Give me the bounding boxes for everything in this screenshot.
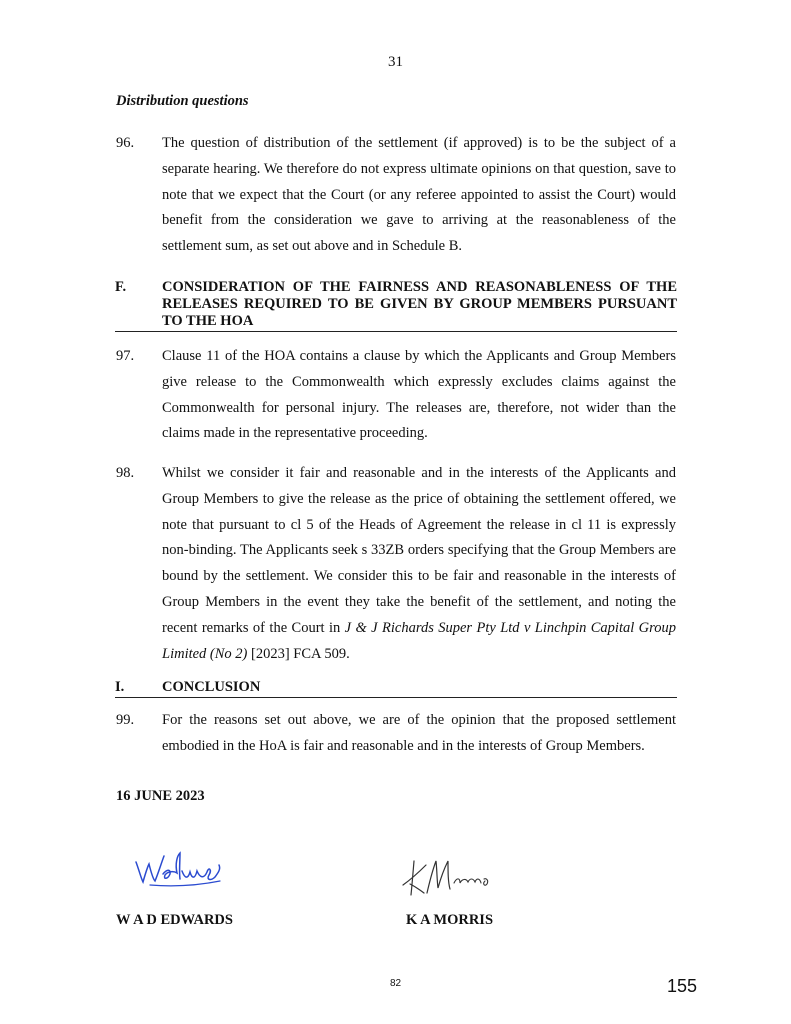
- paragraph-text-before: Whilst we consider it fair and reasonable and in the interests of the Applicants and Group Members to give the release as the price of obtaining the settlement offered, we note that pursuant to cl 5 of the Heads of Agreement the release in cl 11 is expressly non-binding. The Applicants seek s 33ZB orders specifying that the Group Members are bound by the settlement. We consider this to be fair and reasonable in the interests of Group Members in the event they take the benefit of the settlement, and noting the recent remarks of the Court in: [162, 465, 676, 636]
- section-letter: I.: [115, 679, 125, 695]
- section-title: CONCLUSION: [162, 679, 261, 695]
- footer-page-number: 82: [389, 978, 402, 989]
- paragraph-number: 96.: [116, 135, 135, 151]
- paragraph-99: [116, 708, 676, 760]
- document-date: 16 JUNE 2023: [116, 788, 205, 804]
- signatory-name-morris: K A MORRIS: [406, 912, 494, 928]
- section-heading-f: [115, 279, 677, 332]
- signature-edwards-image: [130, 848, 225, 893]
- paragraph-97: [116, 344, 676, 447]
- paragraph-96: [116, 131, 676, 260]
- section-letter: F.: [115, 279, 127, 295]
- paragraph-text-after: [2023] FCA 509.: [247, 645, 350, 662]
- subheading-distribution-questions: Distribution questions: [116, 93, 249, 109]
- signature-morris-image: [400, 855, 495, 900]
- paragraph-number: 98.: [116, 465, 135, 481]
- paragraph-number: 99.: [116, 712, 135, 728]
- paragraph-text: Clause 11 of the HOA contains a clause by which the Applicants and Group Members give release to the Commonwealth which expressly excludes claims against the Commonwealth for personal injury. The releases are, therefore, not wider than the claims made in the representative proceeding.: [162, 348, 676, 442]
- paragraph-98: [116, 461, 676, 667]
- paragraph-text: For the reasons set out above, we are of the opinion that the proposed settlement embodied in the HoA is fair and reasonable and in the interests of Group Members.: [162, 712, 676, 754]
- paragraph-text: The question of distribution of the settlement (if approved) is to be the subject of a separate hearing. We therefore do not express ultimate opinions on that question, save to note that we expect that the Court (or any referee appointed to assist the Court) would benefit from the consideration we gave to arriving at the reasonableness of the settlement sum, as set out above and in Schedule B.: [162, 135, 676, 255]
- bundle-page-number: 155: [667, 976, 698, 996]
- section-title: CONSIDERATION OF THE FAIRNESS AND REASONABLENESS OF THE RELEASES REQUIRED TO BE GIVEN BY GROUP MEMBERS PURSUANT TO THE HOA: [162, 279, 677, 329]
- paragraph-text: [162, 461, 676, 667]
- section-heading-i: [115, 679, 677, 698]
- signatory-name-edwards: W A D EDWARDS: [116, 912, 233, 928]
- paragraph-number: 97.: [116, 348, 135, 364]
- page-number: 31: [388, 54, 403, 70]
- case-citation-name: J & J Richards Super Pty Ltd v Linchpin Capital Group Limited (No 2): [162, 619, 676, 662]
